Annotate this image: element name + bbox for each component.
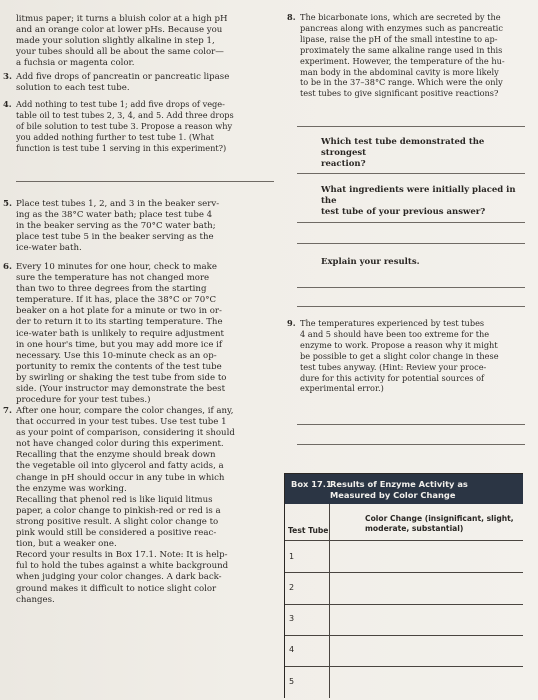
line: pink would still be considered a positive reac- xyxy=(16,528,217,539)
line: in one hour's time, but you may add more ice if xyxy=(16,339,223,350)
line: that occurred in your test tubes. Use test tube 1 xyxy=(16,417,227,428)
line: not have changed color during this experiment. xyxy=(16,439,224,450)
line: your tubes should all be about the same color— xyxy=(16,47,224,58)
line: beaker on a hot plate for a minute or two in or- xyxy=(16,306,222,317)
line: dure for this activity for potential sources of xyxy=(300,372,485,383)
step-number: 4. xyxy=(3,99,12,109)
line: Every 10 minutes for one hour, check to make xyxy=(16,262,217,272)
line: litmus paper; it turns a bluish color at a high pH xyxy=(16,14,228,24)
line: Recalling that phenol red is like liquid litmus xyxy=(16,494,213,505)
line: as your point of comparison, considering it should xyxy=(16,428,235,439)
line: reaction? xyxy=(321,158,366,169)
line: man body in the abdominal cavity is more likely xyxy=(300,66,499,77)
line: What ingredients were initially placed in the xyxy=(321,185,516,206)
table-row-label: 4 xyxy=(289,645,295,654)
line: moderate, substantial) xyxy=(365,523,464,533)
line: pancreas along with enzymes such as pancreatic xyxy=(300,22,503,33)
step-8 xyxy=(287,12,529,99)
line: Explain your results. xyxy=(321,257,420,267)
line: made your solution slightly alkaline in step 1, xyxy=(16,36,215,47)
line: experiment. However, the temperature of the hu- xyxy=(300,55,505,66)
table-title xyxy=(330,479,468,500)
line: test tube of your previous answer? xyxy=(321,206,486,217)
line: procedure for your test tubes.) xyxy=(16,395,151,406)
line: The bicarbonate ions, which are secreted by the xyxy=(300,12,501,22)
line: ice-water bath. xyxy=(16,243,82,254)
column-divider xyxy=(329,504,330,698)
line: the vegetable oil into glycerol and fatty acids, a xyxy=(16,461,224,472)
line: tion, but a weaker one. xyxy=(16,539,117,550)
step-number: 6. xyxy=(3,262,12,272)
line: ice-water bath is unlikely to require adjustment xyxy=(16,328,225,339)
line: be possible to get a slight color change in these xyxy=(300,350,499,361)
answer-line[interactable] xyxy=(297,243,525,244)
line: by swirling or shaking the test tube from side to xyxy=(16,372,227,383)
answer-line[interactable] xyxy=(297,173,525,174)
line: Color Change (insignificant, slight, xyxy=(365,514,514,523)
line: of bile solution to test tube 3. Propose a reason why xyxy=(16,121,233,132)
row-divider xyxy=(285,540,523,541)
line: Which test tube demonstrated the strongest xyxy=(321,137,485,158)
answer-line[interactable] xyxy=(297,222,525,223)
line: lipase, raise the pH of the small intestine to ap- xyxy=(300,33,498,44)
answer-line[interactable] xyxy=(16,181,274,182)
step-9 xyxy=(287,318,529,394)
line: The temperatures experienced by test tubes xyxy=(300,318,485,328)
row-divider xyxy=(285,572,523,573)
line: table oil to test tubes 2, 3, 4, and 5. Add three drops xyxy=(16,110,234,121)
step-number: 9. xyxy=(287,318,296,328)
step-number: 3. xyxy=(3,72,12,82)
line: ful to hold the tubes against a white background xyxy=(16,561,229,572)
line: Recalling that the enzyme should break down xyxy=(16,450,216,461)
answer-line[interactable] xyxy=(297,287,525,288)
line: solution to each test tube. xyxy=(16,83,130,94)
line: 4 and 5 should have been too extreme for the xyxy=(300,328,490,339)
line: the enzyme was working. xyxy=(16,483,127,494)
column-header-color-change xyxy=(365,514,515,533)
line: experimental error.) xyxy=(300,383,384,394)
table-row-label: 5 xyxy=(289,677,295,686)
table-row-label: 3 xyxy=(289,614,295,623)
line: side. (Your instructor may demonstrate the best xyxy=(16,384,226,395)
line: Add nothing to test tube 1; add five drops of vege- xyxy=(16,99,225,109)
step-2-continuation xyxy=(16,14,276,69)
answer-line[interactable] xyxy=(297,444,525,445)
line: der to return it to its starting temperature. The xyxy=(16,317,223,328)
line: Place test tubes 1, 2, and 3 in the beaker serv- xyxy=(16,199,220,209)
question-strongest-reaction xyxy=(321,137,526,170)
results-table xyxy=(284,473,523,698)
step-7 xyxy=(3,406,278,606)
step-3 xyxy=(3,72,278,94)
table-header-banner xyxy=(285,474,523,504)
line: ground makes it difficult to notice slight color xyxy=(16,583,217,594)
row-divider xyxy=(285,635,523,636)
column-header-test-tube: Test Tube xyxy=(288,526,329,535)
step-number: 7. xyxy=(3,406,12,416)
answer-line[interactable] xyxy=(297,306,525,307)
step-number: 8. xyxy=(287,12,296,22)
line: a fuchsia or magenta color. xyxy=(16,58,135,69)
answer-line[interactable] xyxy=(297,424,525,425)
line: Results of Enzyme Activity as xyxy=(330,479,468,489)
line: Measured by Color Change xyxy=(330,489,456,500)
question-explain xyxy=(321,257,526,268)
line: sure the temperature has not changed more xyxy=(16,273,210,284)
line: temperature. If it has, place the 38°C or 70°C xyxy=(16,295,217,306)
line: you added nothing further to test tube 1. (What xyxy=(16,132,214,143)
box-id: Box 17.1 xyxy=(291,479,332,489)
line: ing as the 38°C water bath; place test tube 4 xyxy=(16,210,213,221)
table-row-label: 2 xyxy=(289,583,295,592)
question-ingredients xyxy=(321,185,526,218)
line: Add five drops of pancreatin or pancreatic lipase xyxy=(16,72,230,82)
line: when judging your color changes. A dark back- xyxy=(16,572,222,583)
row-divider xyxy=(285,604,523,605)
line: portunity to remix the contents of the test tube xyxy=(16,361,222,372)
line: proximately the same alkaline range used in this xyxy=(300,44,503,55)
line: necessary. Use this 10-minute check as an op- xyxy=(16,350,217,361)
line: to be in the 37–38°C range. Which were the only xyxy=(300,77,503,88)
row-divider xyxy=(285,666,523,667)
line: and an orange color at lower pHs. Because you xyxy=(16,25,223,36)
line: function is test tube 1 serving in this experiment?) xyxy=(16,143,227,154)
answer-line[interactable] xyxy=(297,126,525,127)
step-4 xyxy=(3,99,278,154)
line: test tubes anyway. (Hint: Review your proce- xyxy=(300,361,487,372)
step-number: 5. xyxy=(3,199,12,209)
line: in the beaker serving as the 70°C water bath; xyxy=(16,221,216,232)
line: change in pH should occur in any tube in which xyxy=(16,472,225,483)
line: than two to three degrees from the starting xyxy=(16,284,207,295)
line: test tubes to give significant positive reactions? xyxy=(300,88,499,99)
line: enzyme to work. Propose a reason why it might xyxy=(300,339,498,350)
table-row-label: 1 xyxy=(289,552,295,561)
line: changes. xyxy=(16,594,55,605)
step-5 xyxy=(3,199,278,254)
line: strong positive result. A slight color change to xyxy=(16,516,219,527)
line: paper, a color change to pinkish-red or red is a xyxy=(16,505,221,516)
line: place test tube 5 in the beaker serving as the xyxy=(16,232,214,243)
line: After one hour, compare the color changes, if any, xyxy=(16,406,234,416)
line: Record your results in Box 17.1. Note: It is help- xyxy=(16,550,228,561)
step-6 xyxy=(3,262,278,406)
